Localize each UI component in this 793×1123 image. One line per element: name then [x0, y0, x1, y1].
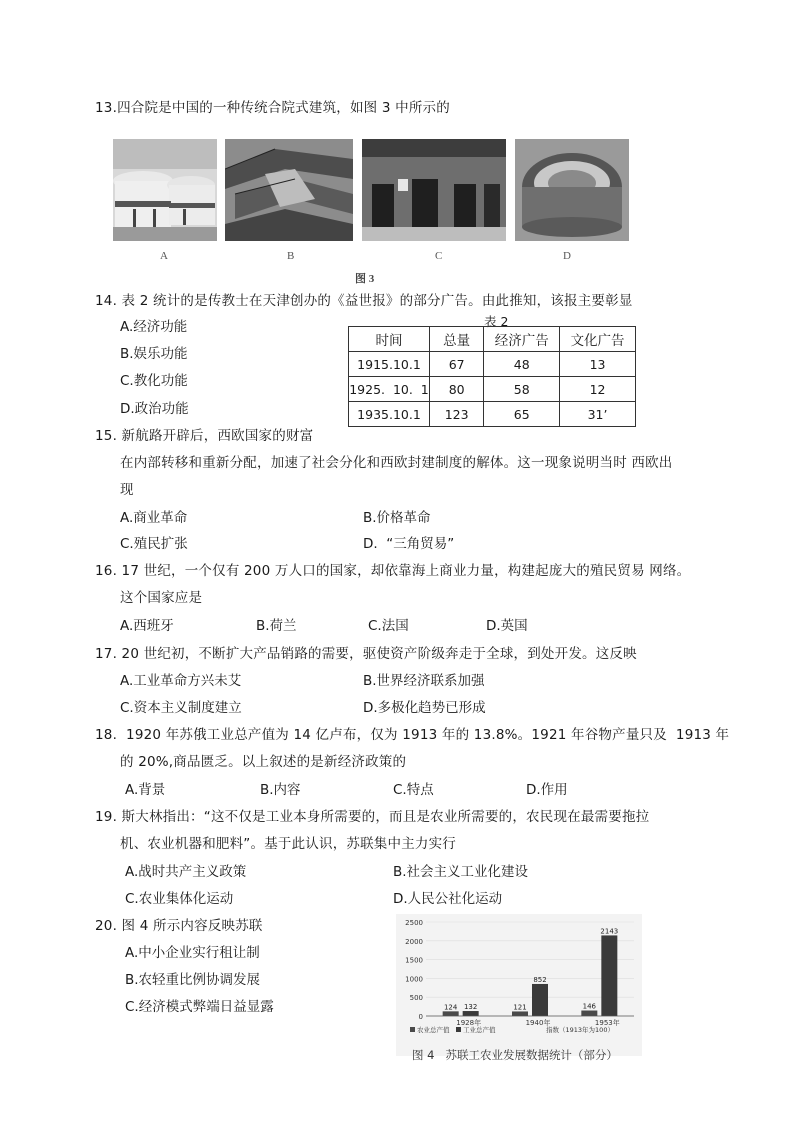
table-cell: 48: [484, 352, 560, 377]
table-2-title: 表 2: [484, 314, 509, 329]
photo-a-yurts: [113, 139, 217, 241]
table-cell: 31’: [560, 402, 636, 427]
q19-option-c: C.农业集体化运动: [125, 891, 234, 907]
q18-option-d: D.作用: [526, 782, 568, 798]
photo-label-d: D: [563, 250, 571, 262]
table-header-cell: 经济广告: [484, 327, 560, 352]
bar-agri: [443, 1011, 459, 1016]
y-tick-label: 500: [409, 994, 423, 1003]
photo-c-building: [362, 139, 506, 241]
legend-label: 工业总产值: [463, 1026, 496, 1034]
figure-4-chart: [396, 914, 642, 1056]
q14-option-c: C.教化功能: [120, 373, 188, 389]
q18-option-a: A.背景: [125, 782, 166, 798]
x-tick-label: 1940年: [525, 1019, 551, 1027]
table-cell: 58: [484, 377, 560, 402]
data-label: 2143: [600, 927, 619, 936]
q15-option-b: B.价格革命: [363, 510, 431, 526]
q15-option-c: C.殖民扩张: [120, 536, 188, 552]
q14-option-b: B.娱乐功能: [120, 346, 188, 362]
q18-option-c: C.特点: [393, 782, 434, 798]
q19-option-b: B.社会主义工业化建设: [393, 864, 529, 880]
q15-option-a: A.商业革命: [120, 510, 188, 526]
data-label: 852: [533, 975, 547, 984]
q14-stem: 14. 表 2 统计的是传教士在天津创办的《益世报》的部分广告。由此推知，该报主要彰显: [95, 293, 633, 309]
table-cell: 12: [560, 377, 636, 402]
q17-option-c: C.资本主义制度建立: [120, 700, 242, 716]
table-row: [349, 377, 636, 402]
table-header-row: [349, 327, 636, 352]
figure-3-caption: 图 3: [355, 273, 375, 285]
q15-stem-line3: 现: [120, 482, 134, 498]
q15-stem-line2: 在内部转移和重新分配，加速了社会分化和西欧封建制度的解体。这一现象说明当时 西欧出: [120, 455, 673, 471]
photo-b-siheyuan: [225, 139, 353, 241]
table-header-cell: 文化广告: [560, 327, 636, 352]
q20-stem: 20. 图 4 所示内容反映苏联: [95, 918, 263, 934]
photo-label-a: A: [160, 250, 168, 262]
table-cell: 123: [429, 402, 483, 427]
q15-option-d: D. “三角贸易”: [363, 536, 455, 552]
table-cell: 1935.10.1: [349, 402, 430, 427]
legend-swatch: [456, 1027, 461, 1032]
legend-swatch: [410, 1027, 415, 1032]
q16-option-c: C.法国: [368, 618, 409, 634]
table-cell: 80: [429, 377, 483, 402]
bar-ind: [463, 1011, 479, 1016]
bar-agri: [512, 1011, 528, 1016]
table-cell: 1915.10.1: [349, 352, 430, 377]
q16-stem-line1: 16. 17 世纪，一个仅有 200 万人口的国家，却依靠海上商业力量，构建起庞大的殖民贸易 网络。: [95, 563, 691, 579]
q14-option-d: D.政治功能: [120, 401, 189, 417]
table-header-cell: 时间: [349, 327, 430, 352]
data-label: 121: [513, 1003, 527, 1012]
bar-agri: [581, 1011, 597, 1016]
photo-label-b: B: [287, 250, 295, 262]
q17-stem: 17. 20 世纪初，不断扩大产品销路的需要，驱使资产阶级奔走于全球，到处开发。这反映: [95, 646, 637, 662]
q19-option-a: A.战时共产主义政策: [125, 864, 247, 880]
q19-stem-line2: 机、农业机器和肥料”。基于此认识，苏联集中主力实行: [120, 836, 456, 852]
q17-option-a: A.工业革命方兴未艾: [120, 673, 242, 689]
figure-4-caption: 图 4 苏联工农业发展数据统计（部分）: [412, 1048, 618, 1062]
q16-option-b: B.荷兰: [256, 618, 297, 634]
y-tick-label: 2500: [405, 919, 423, 927]
table-cell: 13: [560, 352, 636, 377]
legend-label: 农业总产值: [417, 1026, 450, 1034]
bar-ind: [601, 935, 617, 1016]
photo-label-c: C: [435, 250, 443, 262]
q18-stem-line1: 18. 1920 年苏俄工业总产值为 14 亿卢布，仅为 1913 年的 13.8%。1921 年谷物产量只及 1913 年: [95, 727, 730, 743]
y-tick-label: 0: [418, 1013, 423, 1021]
table-cell: 67: [429, 352, 483, 377]
photo-d-tulou: [515, 139, 629, 241]
q18-option-b: B.内容: [260, 782, 301, 798]
q16-stem-line2: 这个国家应是: [120, 590, 203, 606]
q17-option-d: D.多极化趋势已形成: [363, 700, 486, 716]
table-cell: 65: [484, 402, 560, 427]
table-row: [349, 402, 636, 427]
q14-option-a: A.经济功能: [120, 319, 188, 335]
y-tick-label: 1500: [405, 956, 423, 965]
data-label: 132: [463, 1003, 478, 1012]
data-label: 124: [443, 1003, 458, 1012]
q19-stem-line1: 19. 斯大林指出：“这不仅是工业本身所需要的，而且是农业所需要的，农民现在最需要拖拉: [95, 809, 650, 825]
data-label: 146: [582, 1002, 597, 1011]
table-header-cell: 总量: [429, 327, 483, 352]
x-tick-label: 1953年: [594, 1019, 620, 1027]
q15-stem-line1: 15. 新航路开辟后，西欧国家的财富: [95, 428, 314, 444]
table-row: [349, 352, 636, 377]
x-tick-label: 1928年: [456, 1019, 482, 1027]
q18-stem-line2: 的 20%,商品匮乏。以上叙述的是新经济政策的: [120, 754, 407, 770]
bar-ind: [532, 984, 548, 1016]
q16-option-a: A.西班牙: [120, 618, 174, 634]
q16-option-d: D.英国: [486, 618, 528, 634]
q17-option-b: B.世界经济联系加强: [363, 673, 485, 689]
chart-note: 指数（1913年为100）: [546, 1026, 614, 1034]
q20-option-a: A.中小企业实行租让制: [125, 945, 260, 961]
q13-stem: 13.四合院是中国的一种传统合院式建筑，如图 3 中所示的: [95, 100, 450, 116]
q20-option-c: C.经济模式弊端日益显露: [125, 999, 274, 1015]
table-cell: 1925. 10. 1: [349, 377, 430, 402]
y-tick-label: 2000: [405, 937, 423, 946]
q20-option-b: B.农轻重比例协调发展: [125, 972, 261, 988]
table-2: [348, 326, 636, 427]
figure-4-chart-svg: [396, 914, 642, 1040]
y-tick-label: 1000: [405, 975, 423, 984]
q19-option-d: D.人民公社化运动: [393, 891, 503, 907]
